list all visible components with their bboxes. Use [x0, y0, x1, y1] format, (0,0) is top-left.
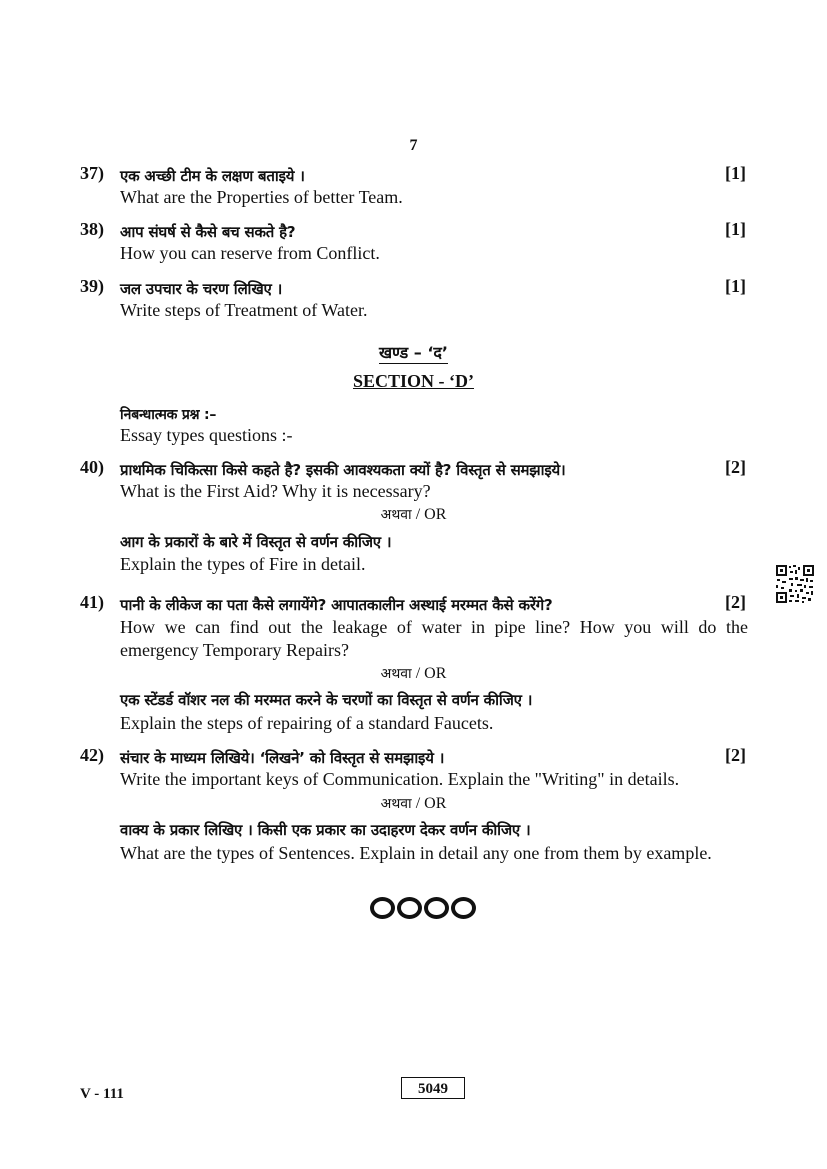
question-number: 37) — [80, 163, 104, 183]
or-english: / OR — [411, 506, 447, 523]
section-heading-english-text: SECTION - ‘D’ — [352, 371, 474, 391]
question-number: 41) — [80, 592, 104, 612]
paper-code: V - 111 — [80, 1086, 124, 1102]
question-number: 42) — [80, 745, 104, 765]
question-marks: [1] — [725, 219, 746, 239]
end-of-paper-marker — [370, 897, 476, 919]
circle-icon — [424, 897, 449, 919]
question-number: 38) — [80, 219, 104, 239]
question-marks: [1] — [725, 163, 746, 183]
or-separator — [0, 664, 827, 683]
question-text-hindi: जल उपचार के चरण लिखिए । — [120, 280, 283, 298]
or-hindi: अथवा — [380, 666, 412, 682]
question-text-english: Write steps of Treatment of Water. — [120, 300, 368, 320]
question-text-hindi: पानी के लीकेज का पता कैसे लगायेंगे? आपातकालीन अस्थाई मरम्मत कैसे करेंगे? — [120, 596, 553, 614]
question-marks: [2] — [725, 592, 746, 612]
question-marks: [2] — [725, 457, 746, 477]
alternative-question-english: Explain the steps of repairing of a standard Faucets. — [120, 713, 494, 733]
question-text-english: Write the important keys of Communication. Explain the "Writing" in details. — [120, 769, 680, 789]
question-text-english: What are the Properties of better Team. — [120, 187, 403, 207]
alternative-question-hindi: वाक्य के प्रकार लिखिए । किसी एक प्रकार का उदाहरण देकर वर्णन कीजिए । — [120, 821, 531, 839]
page-number: 7 — [409, 137, 418, 154]
alternative-question-hindi: एक स्टेंडर्ड वॉशर नल की मरम्मत करने के चरणों का विस्तृत से वर्णन कीजिए । — [120, 691, 533, 709]
page-code-box: 5049 — [401, 1077, 465, 1099]
circle-icon — [397, 897, 422, 919]
section-heading-hindi-text: खण्ड – ‘द’ — [378, 343, 449, 362]
question-marks: [2] — [725, 745, 746, 765]
circle-icon — [451, 897, 476, 919]
alternative-question-english: Explain the types of Fire in detail. — [120, 554, 366, 574]
question-marks: [1] — [725, 276, 746, 296]
question-text-english: How we can find out the leakage of water in pipe line? How you will do the emergency Temporary Repairs? — [120, 617, 748, 660]
qr-code — [775, 564, 815, 604]
question-text-hindi: संचार के माध्यम लिखिये। ‘लिखने’ को विस्तृत से समझाइये । — [120, 749, 445, 767]
question-text-hindi: आप संघर्ष से कैसे बच सकते है? — [120, 223, 296, 241]
question-text-english: What is the First Aid? Why it is necessary? — [120, 481, 431, 501]
question-number: 40) — [80, 457, 104, 477]
alternative-question-hindi: आग के प्रकारों के बारे में विस्तृत से वर्णन कीजिए । — [120, 533, 392, 551]
circle-icon — [370, 897, 395, 919]
or-hindi: अथवा — [380, 507, 412, 523]
section-heading-hindi — [0, 341, 827, 363]
question-text-english: How you can reserve from Conflict. — [120, 243, 380, 263]
question-text-hindi: एक अच्छी टीम के लक्षण बताइये । — [120, 167, 305, 185]
section-instruction-hindi: निबन्धात्मक प्रश्न :– — [120, 407, 217, 423]
or-english: / OR — [411, 795, 447, 812]
or-hindi: अथवा — [380, 796, 412, 812]
or-separator — [0, 505, 827, 524]
or-separator — [0, 794, 827, 813]
alternative-question-english: What are the types of Sentences. Explain in detail any one from them by example. — [120, 843, 712, 863]
question-text-hindi: प्राथमिक चिकित्सा किसे कहते है? इसकी आवश्यकता क्यों है? विस्तृत से समझाइये। — [120, 461, 566, 479]
question-number: 39) — [80, 276, 104, 296]
section-instruction-english: Essay types questions :- — [120, 425, 293, 445]
or-english: / OR — [411, 665, 447, 682]
section-heading-english — [0, 371, 827, 392]
